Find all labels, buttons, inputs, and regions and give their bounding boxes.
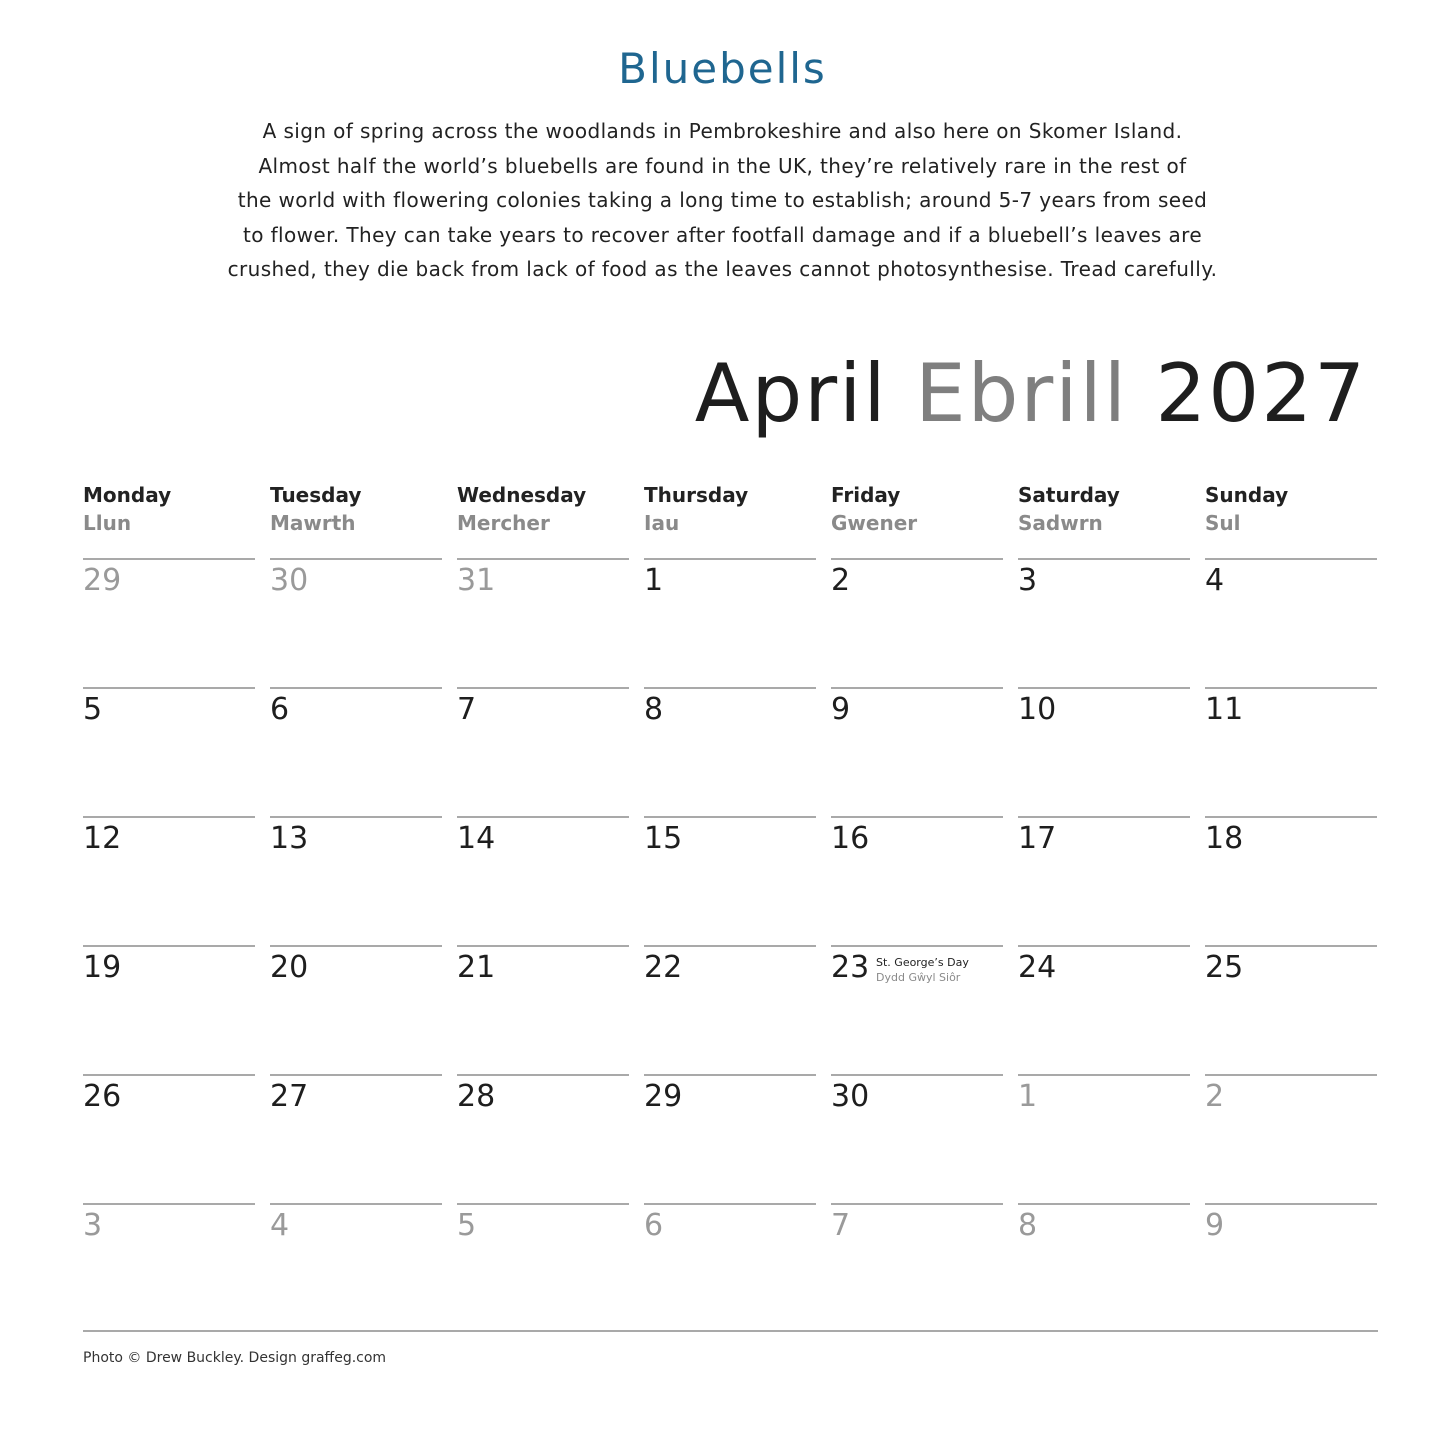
calendar-day-cell[interactable]: [83, 945, 255, 1074]
day-number: 6: [644, 1208, 664, 1243]
day-number: 19: [83, 950, 122, 985]
month-year: 2027: [1155, 347, 1367, 440]
calendar-day-cell[interactable]: [831, 816, 1003, 945]
day-number: 3: [83, 1208, 103, 1243]
day-number: 29: [83, 563, 122, 598]
day-name-english: Saturday: [1018, 483, 1120, 507]
day-number: 22: [644, 950, 683, 985]
calendar-day-cell[interactable]: [644, 687, 816, 816]
calendar-day-cell[interactable]: [1018, 1074, 1190, 1203]
day-number: 25: [1205, 950, 1244, 985]
description-line: crushed, they die back from lack of food as the leaves cannot photosynthesise. Tread carefully.: [227, 257, 1218, 281]
calendar-day-cell[interactable]: [1205, 687, 1377, 816]
description-line: Almost half the world’s bluebells are found in the UK, they’re relatively rare in the rest of: [258, 153, 1187, 178]
day-number: 8: [644, 692, 664, 727]
calendar-day-cell[interactable]: [83, 558, 255, 687]
calendar-day-cell[interactable]: [1018, 945, 1190, 1074]
calendar-day-cell[interactable]: [457, 816, 629, 945]
day-number: 11: [1205, 692, 1244, 727]
description-line: the world with flowering colonies taking a long time to establish; around 5-7 years from seed: [237, 188, 1208, 212]
day-name-welsh: Mawrth: [270, 511, 356, 535]
day-name-english: Tuesday: [270, 483, 362, 507]
day-name-welsh: Gwener: [831, 511, 918, 535]
calendar-day-cell[interactable]: [831, 1074, 1003, 1203]
calendar-day-cell[interactable]: [457, 1074, 629, 1203]
day-number: 7: [457, 692, 477, 727]
day-name-welsh: Mercher: [457, 511, 550, 535]
calendar-day-cell[interactable]: [457, 945, 629, 1074]
description-line: to flower. They can take years to recover after footfall damage and if a bluebell’s leaves are: [242, 222, 1203, 247]
calendar-day-cell[interactable]: [644, 816, 816, 945]
day-number: 1: [644, 563, 664, 598]
day-number: 26: [83, 1079, 122, 1114]
month-heading: [695, 344, 1367, 444]
calendar-day-cell[interactable]: [1018, 558, 1190, 687]
day-header: [831, 480, 1003, 536]
calendar-day-cell[interactable]: [831, 1203, 1003, 1332]
day-number: 2: [831, 563, 851, 598]
calendar-day-cell[interactable]: [83, 687, 255, 816]
calendar-day-cell[interactable]: [457, 1203, 629, 1332]
day-name-welsh: Llun: [83, 511, 132, 535]
calendar-day-cell[interactable]: [457, 558, 629, 687]
calendar-day-cell[interactable]: [270, 1203, 442, 1332]
calendar-day-cell[interactable]: [457, 687, 629, 816]
day-name-english: Monday: [83, 483, 172, 507]
day-header: [1018, 480, 1190, 536]
calendar-day-cell[interactable]: [644, 1074, 816, 1203]
holiday-label: [876, 955, 969, 985]
day-number: 2: [1205, 1079, 1225, 1114]
day-number: 9: [831, 692, 851, 727]
day-number: 4: [270, 1208, 290, 1243]
day-number: 7: [831, 1208, 851, 1243]
day-number: 16: [831, 821, 870, 856]
calendar-day-cell[interactable]: [644, 1203, 816, 1332]
calendar-day-cell[interactable]: [831, 945, 1003, 1074]
day-number: 27: [270, 1079, 309, 1114]
calendar-day-cell[interactable]: [1205, 1074, 1377, 1203]
day-name-welsh: Sadwrn: [1018, 511, 1103, 535]
day-number: 5: [83, 692, 103, 727]
calendar-day-cell[interactable]: [831, 687, 1003, 816]
day-header: [270, 480, 442, 536]
footer-credit: Photo © Drew Buckley. Design graffeg.com: [83, 1350, 387, 1366]
description-line: A sign of spring across the woodlands in Pembrokeshire and also here on Skomer Island.: [262, 119, 1183, 143]
day-name-english: Friday: [831, 483, 901, 507]
calendar-day-cell[interactable]: [1018, 816, 1190, 945]
day-number: 5: [457, 1208, 477, 1243]
day-name-english: Wednesday: [457, 483, 587, 507]
day-number: 21: [457, 950, 496, 985]
day-number: 23: [831, 950, 870, 985]
calendar-day-cell[interactable]: [1018, 687, 1190, 816]
month-english: April: [694, 347, 888, 440]
calendar-day-cell[interactable]: [644, 558, 816, 687]
day-number: 31: [457, 563, 496, 598]
day-number: 9: [1205, 1208, 1225, 1243]
holiday-name-english: St. George’s Day: [876, 956, 969, 969]
calendar-day-cell[interactable]: [83, 816, 255, 945]
month-welsh: Ebrill: [915, 347, 1128, 440]
calendar-day-cell[interactable]: [83, 1074, 255, 1203]
calendar-day-cell[interactable]: [1205, 558, 1377, 687]
day-number: 29: [644, 1079, 683, 1114]
day-name-welsh: Iau: [644, 511, 680, 535]
holiday-name-welsh: Dydd Gŵyl Siôr: [876, 971, 961, 984]
day-header: [83, 480, 255, 536]
feature-description: [200, 114, 1245, 287]
calendar-day-cell[interactable]: [644, 945, 816, 1074]
day-number: 4: [1205, 563, 1225, 598]
day-number: 30: [831, 1079, 870, 1114]
feature-title: Bluebells: [618, 44, 827, 93]
calendar-day-cell[interactable]: [1205, 816, 1377, 945]
day-number: 17: [1018, 821, 1057, 856]
calendar-day-cell[interactable]: [83, 1203, 255, 1332]
day-name-english: Thursday: [644, 483, 749, 507]
day-number: 12: [83, 821, 122, 856]
day-header: [644, 480, 816, 536]
calendar-day-cell[interactable]: [1205, 945, 1377, 1074]
day-header: [1205, 480, 1377, 536]
calendar-day-cell[interactable]: [270, 558, 442, 687]
day-number: 10: [1018, 692, 1057, 727]
day-name-english: Sunday: [1205, 483, 1289, 507]
day-name-welsh: Sul: [1205, 511, 1241, 535]
day-number: 13: [270, 821, 309, 856]
calendar-day-cell[interactable]: [270, 1074, 442, 1203]
calendar-day-cell[interactable]: [270, 816, 442, 945]
day-number: 18: [1205, 821, 1244, 856]
day-number: 6: [270, 692, 290, 727]
day-number: 8: [1018, 1208, 1038, 1243]
day-number: 1: [1018, 1079, 1038, 1114]
calendar-day-cell[interactable]: [1205, 1203, 1377, 1332]
bottom-divider: [83, 1330, 1378, 1332]
day-number: 30: [270, 563, 309, 598]
calendar-day-cell[interactable]: [1018, 1203, 1190, 1332]
day-header: [457, 480, 629, 536]
calendar-day-cell[interactable]: [270, 687, 442, 816]
day-number: 20: [270, 950, 309, 985]
day-number: 15: [644, 821, 683, 856]
day-number: 24: [1018, 950, 1057, 985]
day-number: 3: [1018, 563, 1038, 598]
calendar-grid: [83, 480, 1378, 1340]
day-number: 14: [457, 821, 496, 856]
calendar-day-cell[interactable]: [831, 558, 1003, 687]
calendar-day-cell[interactable]: [270, 945, 442, 1074]
day-number: 28: [457, 1079, 496, 1114]
